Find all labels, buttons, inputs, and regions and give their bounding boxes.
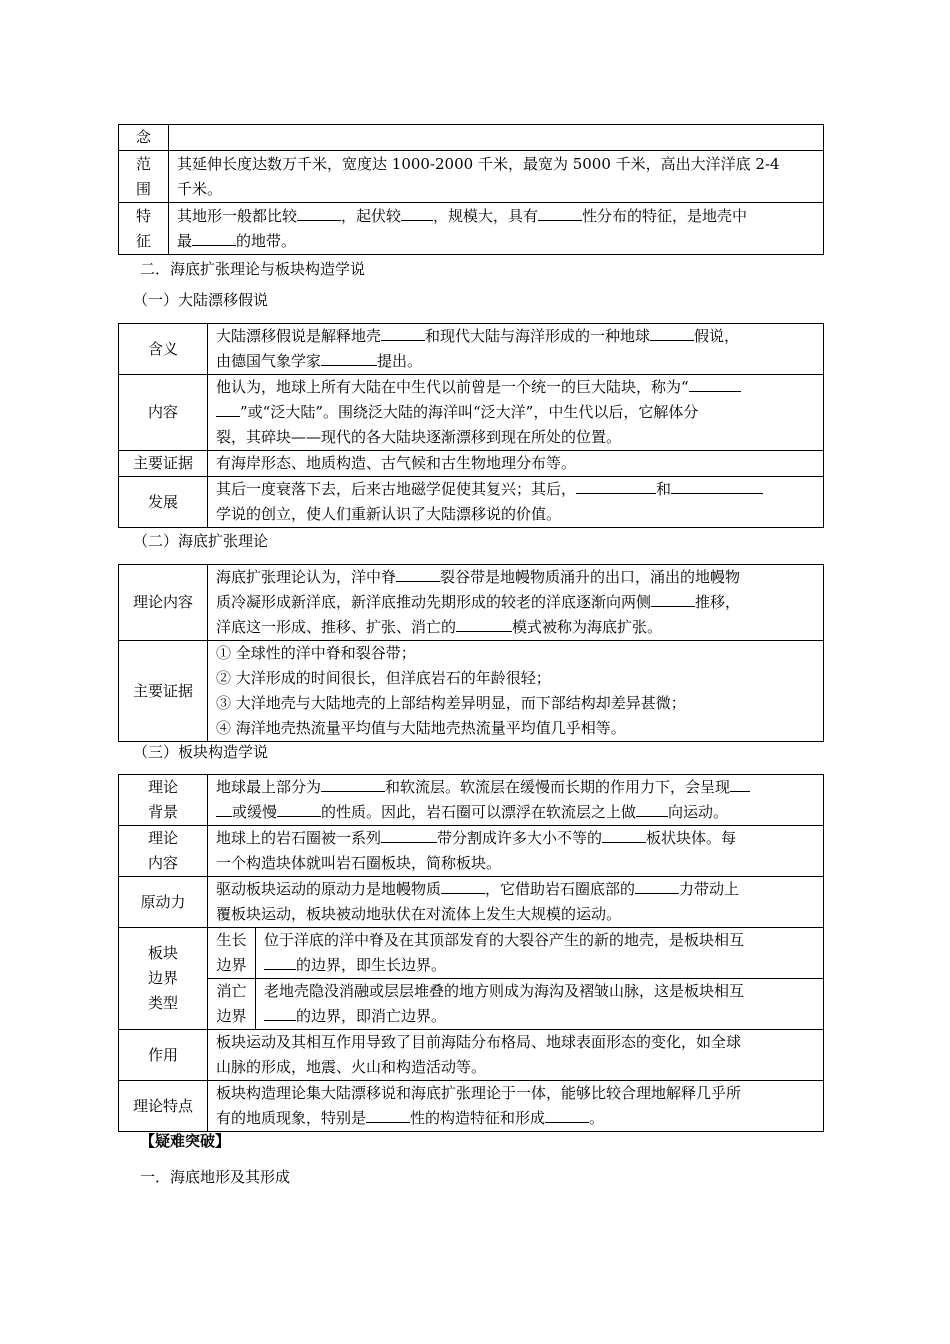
evidence-item: ② 大洋形成的时间很长，但洋底岩石的年龄很轻； bbox=[216, 669, 551, 687]
fill-blank[interactable] bbox=[545, 1107, 589, 1123]
fill-blank[interactable] bbox=[366, 1107, 410, 1123]
fill-blank[interactable] bbox=[381, 325, 425, 341]
fill-blank[interactable] bbox=[264, 1005, 296, 1021]
continental-drift-table bbox=[118, 323, 824, 528]
fill-blank[interactable] bbox=[602, 827, 646, 843]
label-fanwei: 范 围 bbox=[119, 151, 169, 203]
fill-blank[interactable] bbox=[321, 776, 385, 792]
fill-blank[interactable] bbox=[297, 205, 341, 221]
lilun-neirong-content: 海底扩张理论认为，洋中脊 裂谷带是地幔物质涌升的出口，涌出的地幔物 质冷凝形成新洋底，新洋底推动先期形成的较老的洋底逐渐向两侧 推移， 洋底这一形成、推移、扩张、消亡的 模式被称为海底扩张。 bbox=[208, 565, 824, 641]
fill-blank[interactable] bbox=[671, 478, 763, 494]
label-tezheng: 特 征 bbox=[119, 203, 169, 255]
zuoyong-content: 板块运动及其相互作用导致了目前海陆分布格局、地球表面形态的变化，如全球 山脉的形成，地震、火山和构造活动等。 bbox=[208, 1030, 824, 1081]
tezheng-content: 其地形一般都比较 ，起伏较 ，规模大，具有 性分布的特征，是地壳中 最 的地带。 bbox=[169, 203, 824, 255]
yinan-sub1: 一．海底地形及其形成 bbox=[140, 1168, 291, 1186]
label-lilun-neirong2: 理论 内容 bbox=[119, 826, 208, 877]
fill-blank[interactable] bbox=[401, 205, 433, 221]
fill-blank[interactable] bbox=[576, 478, 656, 494]
yinan-title: 【疑难突破】 bbox=[140, 1132, 231, 1150]
shengzhang-content: 位于洋底的洋中脊及在其顶部发育的大裂谷产生的新的地壳，是板块相互 的边界，即生长边界。 bbox=[256, 928, 824, 979]
label-shengzhang-bianjie: 生长 边界 bbox=[208, 928, 256, 979]
tedian-content: 板块构造理论集大陆漂移说和海底扩张理论于一体，能够比较合理地解释几乎所 有的地质现象，特别是 性的构造特征和形成 。 bbox=[208, 1081, 824, 1132]
neirong-content: 他认为，地球上所有大陆在中生代以前曾是一个统一的巨大陆块，称为“ ”或“泛大陆”。围绕泛大陆的海洋叫“泛大洋”，中生代以后，它解体分 裂，其碎块——现代的各大陆块逐渐漂移到现在所处的位置。 bbox=[208, 375, 824, 451]
fill-blank[interactable] bbox=[538, 205, 582, 221]
fill-blank[interactable] bbox=[216, 401, 240, 417]
neirong2-content: 地球上的岩石圈被一系列 带分割成许多大小不等的 板状块体。每 一个构造块体就叫岩石圈板块，简称板块。 bbox=[208, 826, 824, 877]
section2-title: 二．海底扩张理论与板块构造学说 bbox=[140, 260, 366, 278]
fill-blank[interactable] bbox=[635, 878, 679, 894]
xiaowang-content: 老地壳隐没消融或层层堆叠的地方则成为海沟及褶皱山脉，这是板块相互 的边界，即消亡边界。 bbox=[256, 979, 824, 1030]
sub2-title: （二）海底扩张理论 bbox=[133, 532, 269, 550]
zhengju-list bbox=[208, 641, 824, 742]
fill-blank[interactable] bbox=[192, 230, 236, 246]
label-lilun-tedian: 理论特点 bbox=[119, 1081, 208, 1132]
fill-blank[interactable] bbox=[321, 350, 377, 366]
fill-blank[interactable] bbox=[277, 801, 321, 817]
label-zuoyong: 作用 bbox=[119, 1030, 208, 1081]
fill-blank[interactable] bbox=[396, 566, 440, 582]
fill-blank[interactable] bbox=[730, 776, 750, 792]
seafloor-spreading-table bbox=[118, 564, 824, 742]
label-xiaowang-bianjie: 消亡 边界 bbox=[208, 979, 256, 1030]
label-lilun-neirong: 理论内容 bbox=[119, 565, 208, 641]
evidence-item: ① 全球性的洋中脊和裂谷带； bbox=[216, 644, 416, 662]
fanwei-content: 其延伸长度达数万千米，宽度达 1000-2000 千米，最宽为 5000 千米，高出大洋洋底 2-4 千米。 bbox=[169, 151, 824, 203]
label-lilun-beijing: 理论 背景 bbox=[119, 775, 208, 826]
fill-blank[interactable] bbox=[636, 801, 668, 817]
hanyi-content: 大陆漂移假说是解释地壳 和现代大陆与海洋形成的一种地球 假说， 由德国气象学家 提出。 bbox=[208, 324, 824, 375]
plate-tectonics-table bbox=[118, 774, 824, 1132]
fill-blank[interactable] bbox=[264, 954, 296, 970]
beijing-content: 地球最上部分为 和软流层。软流层在缓慢而长期的作用力下，会呈现 或缓慢 的性质。因此，岩石圈可以漂浮在软流层之上做 向运动。 bbox=[208, 775, 824, 826]
evidence-item: ③ 大洋地壳与大陆地壳的上部结构差异明显，而下部结构却差异甚微； bbox=[216, 694, 686, 712]
cell-empty bbox=[169, 125, 824, 151]
fill-blank[interactable] bbox=[651, 591, 695, 607]
fill-blank[interactable] bbox=[456, 616, 512, 632]
sub1-title: （一）大陆漂移假说 bbox=[133, 291, 269, 309]
label-nian: 念 bbox=[119, 125, 169, 151]
zhengju-content: 有海岸形态、地质构造、古气候和古生物地理分布等。 bbox=[208, 451, 824, 477]
fazhan-content: 其后一度衰落下去，后来古地磁学促使其复兴；其后， 和 学说的创立，使人们重新认识了大陆漂移说的价值。 bbox=[208, 477, 824, 528]
label-yuandongli: 原动力 bbox=[119, 877, 208, 928]
dongli-content: 驱动板块运动的原动力是地幔物质 ，它借助岩石圈底部的 力带动上 覆板块运动，板块被动地驮伏在对流体上发生大规模的运动。 bbox=[208, 877, 824, 928]
fill-blank[interactable] bbox=[381, 827, 437, 843]
label-bankuai-bianjie: 板块 边界 类型 bbox=[119, 928, 208, 1030]
label-zhengju: 主要证据 bbox=[119, 451, 208, 477]
label-hanyi: 含义 bbox=[119, 324, 208, 375]
sub3-title: （三）板块构造学说 bbox=[133, 743, 269, 761]
label-neirong: 内容 bbox=[119, 375, 208, 451]
fill-blank[interactable] bbox=[441, 878, 485, 894]
fill-blank[interactable] bbox=[650, 325, 694, 341]
label-zhuyao-zhengju: 主要证据 bbox=[119, 641, 208, 742]
ocean-ridge-table bbox=[118, 124, 824, 255]
fill-blank[interactable] bbox=[689, 376, 741, 392]
evidence-item: ④ 海洋地壳热流量平均值与大陆地壳热流量平均值几乎相等。 bbox=[216, 719, 626, 737]
fill-blank[interactable] bbox=[216, 801, 232, 817]
label-fazhan: 发展 bbox=[119, 477, 208, 528]
